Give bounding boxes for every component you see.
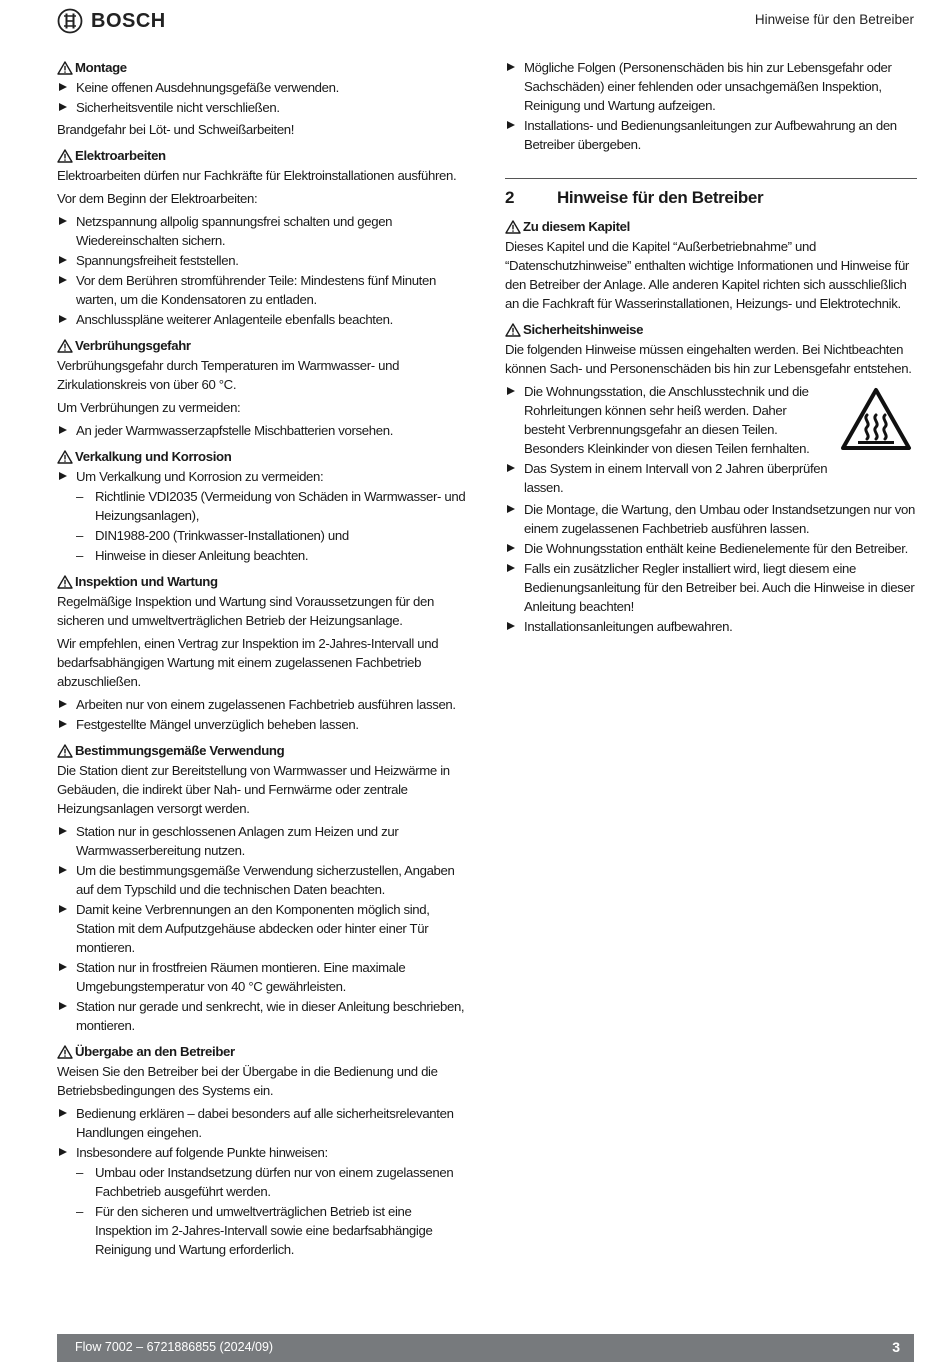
warning-triangle-icon xyxy=(505,220,521,234)
paragraph: Vor dem Beginn der Elektroarbeiten: xyxy=(57,191,258,206)
list-item: Bedienung erklären – dabei besonders auf alle sicherheitsrelevanten Handlungen eingehen. xyxy=(57,1104,469,1142)
chapter-heading xyxy=(505,178,917,209)
heading-text: Inspektion und Wartung xyxy=(75,574,218,589)
chapter-title: Hinweise für den Betreiber xyxy=(557,188,764,207)
paragraph: Brandgefahr bei Löt- und Schweißarbeiten! xyxy=(57,122,295,137)
paragraph: Die Station dient zur Bereitstellung von Warmwasser und Heizwärme in Gebäuden, die indirekt über Nah- und Fernwärme oder zentrale Heizungsanlagen versorgt werden. xyxy=(57,763,450,816)
section-heading xyxy=(57,336,469,355)
list-item: Arbeiten nur von einem zugelassenen Fachbetrieb ausführen lassen. xyxy=(57,695,469,714)
sub-list-item: – Hinweise in dieser Anleitung beachten. xyxy=(76,546,469,565)
list-item: Mögliche Folgen (Personenschäden bis hin zur Lebensgefahr oder Sachschäden) einer fehlenden oder unsachgemäßen Inspektion, Reinigung und Wartung aufzeigen. xyxy=(505,58,917,115)
sub-list-item: – Umbau oder Instandsetzung dürfen nur von einem zugelassenen Fachbetrieb ausgeführt werden. xyxy=(76,1163,469,1201)
warning-triangle-icon xyxy=(505,323,521,337)
section-heading xyxy=(57,1042,469,1061)
list-item: Keine offenen Ausdehnungsgefäße verwenden. xyxy=(57,78,469,97)
page-number: 3 xyxy=(892,1339,900,1355)
list-item: Netzspannung allpolig spannungsfrei schalten und gegen Wiedereinschalten sichern. xyxy=(57,212,469,250)
warning-triangle-icon xyxy=(57,339,73,353)
section-heading xyxy=(57,146,469,165)
left-column xyxy=(57,58,469,1266)
warning-triangle-icon xyxy=(57,575,73,589)
warning-triangle-icon xyxy=(57,1045,73,1059)
right-column xyxy=(505,58,917,643)
sub-list-item: – Für den sicheren und umweltverträglichen Betrieb ist eine Inspektion im 2-Jahres-Intervall sowie eine bedarfsabhängige Reinigung und Wartung erforderlich. xyxy=(76,1202,469,1259)
footer-document-id: Flow 7002 – 6721886855 (2024/09) xyxy=(75,1340,274,1354)
section-montage xyxy=(57,58,469,139)
section-elektroarbeiten xyxy=(57,146,469,329)
list-item: Sicherheitsventile nicht verschließen. xyxy=(57,98,469,117)
list-item: Festgestellte Mängel unverzüglich beheben lassen. xyxy=(57,715,469,734)
list-item: Installations- und Bedienungsanleitungen zur Aufbewahrung an den Betreiber übergeben. xyxy=(505,116,917,154)
sub-list-item: – DIN1988-200 (Trinkwasser-Installationen) und xyxy=(76,526,469,545)
list-item: Falls ein zusätzlicher Regler installiert wird, liegt diesem eine Bedienungsanleitung für den Betreiber bei. Auch die Hinweise in dieser Anleitung beachten! xyxy=(505,559,917,616)
sub-list-item: – Richtlinie VDI2035 (Vermeidung von Schäden in Warmwasser- und Heizungsanlagen), xyxy=(76,487,469,525)
list-item: Anschlusspläne weiterer Anlagenteile ebenfalls beachten. xyxy=(57,310,469,329)
paragraph: Verbrühungsgefahr durch Temperaturen im Warmwasser- und Zirkulationskreis von über 60 °C. xyxy=(57,358,400,392)
paragraph: Elektroarbeiten dürfen nur Fachkräfte für Elektroinstallationen ausführen. xyxy=(57,168,457,183)
warning-triangle-icon xyxy=(57,61,73,75)
list-item: Spannungsfreiheit feststellen. xyxy=(57,251,469,270)
heading-text: Übergabe an den Betreiber xyxy=(75,1044,235,1059)
list-item-text: Insbesondere auf folgende Punkte hinweisen: xyxy=(76,1145,328,1160)
section-heading xyxy=(57,58,469,77)
list-item: Das System in einem Intervall von 2 Jahren überprüfen lassen. xyxy=(505,459,829,497)
heading-text: Verbrühungsgefahr xyxy=(75,338,191,353)
heading-text: Elektroarbeiten xyxy=(75,148,166,163)
brand-name: BOSCH xyxy=(91,9,166,32)
section-heading xyxy=(505,320,917,339)
list-item: Die Wohnungsstation, die Anschlusstechnik und die Rohrleitungen können sehr heiß werden. Daher besteht Verbrennungsgefahr an diesen Teilen. Besonders Kleinkinder von diesen Teilen fernhalten. xyxy=(505,382,829,458)
heading-text: Sicherheitshinweise xyxy=(523,322,644,337)
hot-surface-block xyxy=(505,382,917,497)
bosch-armature-icon xyxy=(57,8,83,34)
list-item: An jeder Warmwasserzapfstelle Mischbatterien vorsehen. xyxy=(57,421,469,440)
list-item-text: Um Verkalkung und Korrosion zu vermeiden: xyxy=(76,469,324,484)
section-inspektion xyxy=(57,572,469,734)
list-item: Installationsanleitungen aufbewahren. xyxy=(505,617,917,636)
heading-text: Zu diesem Kapitel xyxy=(523,219,630,234)
section-heading xyxy=(505,217,917,236)
section-verbruehungsgefahr xyxy=(57,336,469,440)
paragraph: Regelmäßige Inspektion und Wartung sind Voraussetzungen für den sicheren und umweltverträglichen Betrieb der Heizungsanlage. xyxy=(57,594,434,628)
paragraph: Wir empfehlen, einen Vertrag zur Inspektion im 2-Jahres-Intervall und bedarfsabhängigen Wartung mit einem zugelassenen Fachbetrieb abzuschließen. xyxy=(57,636,439,689)
list-item: Die Montage, die Wartung, den Umbau oder Instandsetzungen nur von einem zugelassenen Fachbetrieb ausführen lassen. xyxy=(505,500,917,538)
warning-triangle-icon xyxy=(57,450,73,464)
list-item: Vor dem Berühren stromführender Teile: Mindestens fünf Minuten warten, um die Kondensatoren zu entladen. xyxy=(57,271,469,309)
section-heading xyxy=(57,572,469,591)
paragraph: Um Verbrühungen zu vermeiden: xyxy=(57,400,241,415)
section-sicherheitshinweise xyxy=(505,320,917,636)
section-heading xyxy=(57,447,469,466)
list-item: Station nur in frostfreien Räumen montieren. Eine maximale Umgebungstemperatur von 40 °C gewährleisten. xyxy=(57,958,469,996)
heading-text: Verkalkung und Korrosion xyxy=(75,449,232,464)
hot-surface-warning-icon xyxy=(839,386,913,452)
list-item xyxy=(57,467,469,565)
list-item: Station nur gerade und senkrecht, wie in dieser Anleitung beschrieben, montieren. xyxy=(57,997,469,1035)
section-bestimmung xyxy=(57,741,469,1035)
heading-text: Bestimmungsgemäße Verwendung xyxy=(75,743,285,758)
page-footer xyxy=(57,1334,914,1362)
brand-logo xyxy=(57,8,166,34)
section-uebergabe xyxy=(57,1042,469,1259)
header-section-title: Hinweise für den Betreiber xyxy=(754,12,914,27)
section-zu-diesem-kapitel xyxy=(505,217,917,313)
list-item: Damit keine Verbrennungen an den Komponenten möglich sind, Station mit dem Aufputzgehäuse abdecken oder hinter einer Tür montieren. xyxy=(57,900,469,957)
list-item: Die Wohnungsstation enthält keine Bedienelemente für den Betreiber. xyxy=(505,539,917,558)
list-item: Station nur in geschlossenen Anlagen zum Heizen und zur Warmwasserbereitung nutzen. xyxy=(57,822,469,860)
paragraph: Weisen Sie den Betreiber bei der Übergabe in die Bedienung und die Betriebsbedingungen des Systems ein. xyxy=(57,1064,438,1098)
section-verkalkung xyxy=(57,447,469,565)
list-item: Um die bestimmungsgemäße Verwendung sicherzustellen, Angaben auf dem Typschild und die technischen Daten beachten. xyxy=(57,861,469,899)
heading-text: Montage xyxy=(75,60,127,75)
warning-triangle-icon xyxy=(57,149,73,163)
page-header xyxy=(57,6,914,38)
section-heading xyxy=(57,741,469,760)
chapter-number: 2 xyxy=(505,188,515,207)
paragraph: Die folgenden Hinweise müssen eingehalten werden. Bei Nichtbeachten können Sach- und Personenschäden bis hin zur Lebensgefahr entstehen. xyxy=(505,342,912,376)
paragraph: Dieses Kapitel und die Kapitel “Außerbetriebnahme” und “Datenschutzhinweise” enthalten wichtige Informationen und Hinweise für den Betreiber der Anlage. Alle anderen Kapitel richten sich ausschließlich an die Fachkraft für Wasserinstallationen, Heizungs- und Elektrotechnik. xyxy=(505,239,909,311)
list-item xyxy=(57,1143,469,1259)
warning-triangle-icon xyxy=(57,744,73,758)
